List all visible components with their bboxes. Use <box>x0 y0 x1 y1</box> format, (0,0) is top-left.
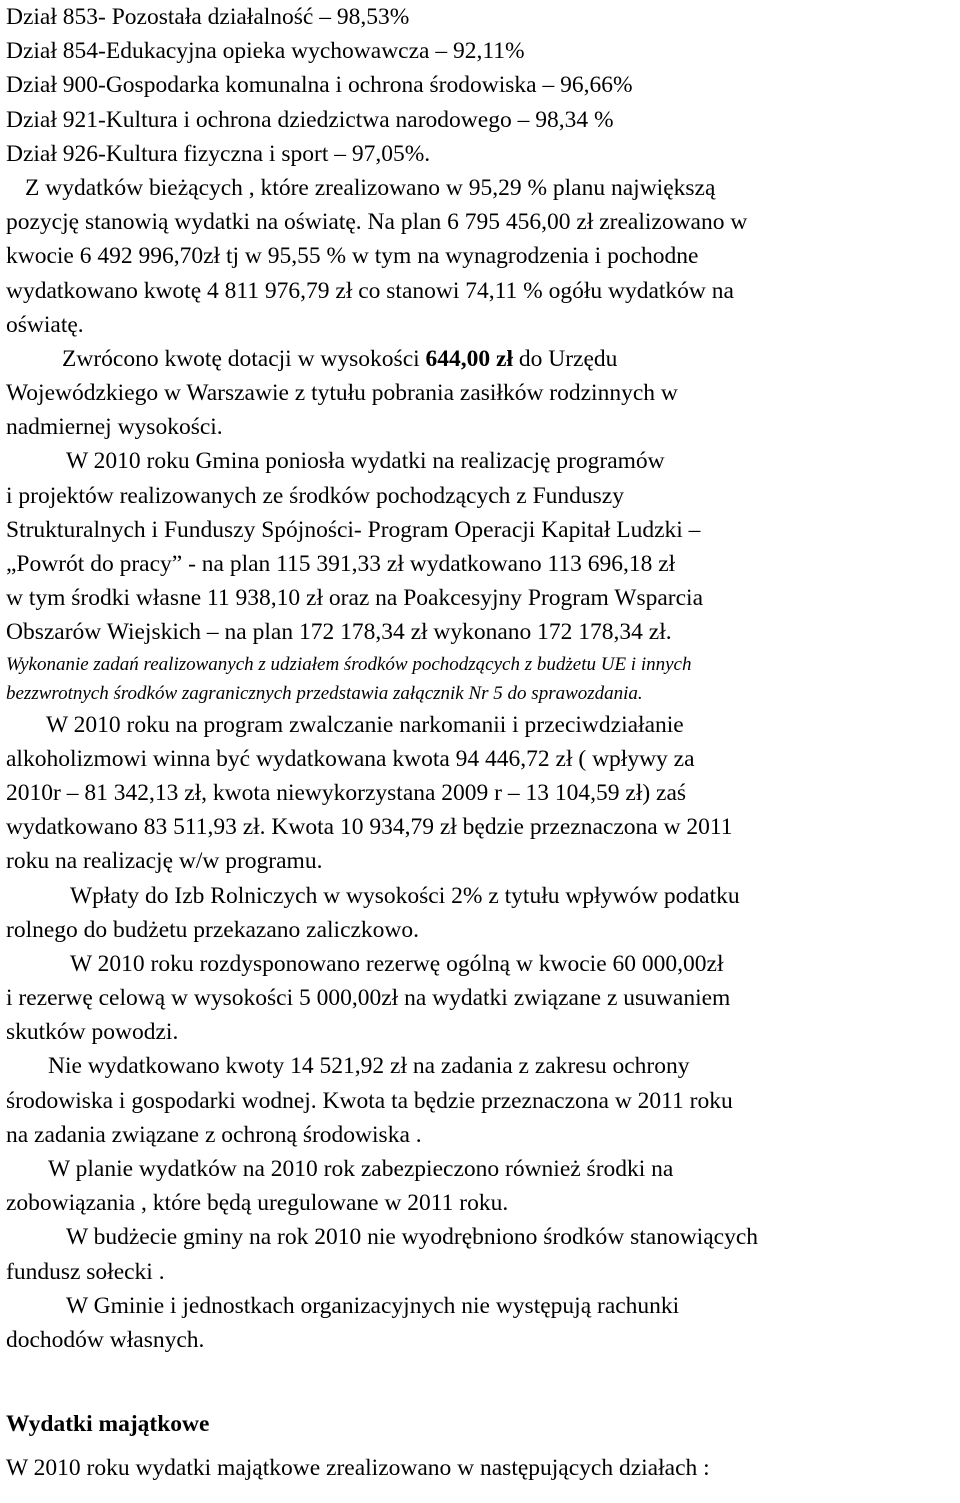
text-line: Obszarów Wiejskich – na plan 172 178,34 zł wykonano 172 178,34 zł. <box>6 619 672 646</box>
text-line: „Powrót do pracy” - na plan 115 391,33 zł wydatkowano 113 696,18 zł <box>6 551 676 577</box>
text-line: W 2010 roku wydatki majątkowe zrealizowano w następujących działach : <box>6 1455 710 1482</box>
text-line: oświatę. <box>6 311 84 338</box>
document-page <box>6 0 956 1486</box>
text-line: Strukturalnych i Funduszy Spójności- Program Operacji Kapitał Ludzki – <box>6 516 701 543</box>
text-line: W 2010 roku na program zwalczanie narkomanii i przeciwdziałanie <box>46 711 684 738</box>
text-line: kwocie 6 492 996,70zł tj w 95,55 % w tym na wynagrodzenia i pochodne <box>6 243 699 270</box>
text-line: wydatkowano 83 511,93 zł. Kwota 10 934,79 zł będzie przeznaczona w 2011 <box>6 814 733 841</box>
spacer <box>6 1357 956 1407</box>
text-line: rolnego do budżetu przekazano zaliczkowo. <box>6 916 420 943</box>
italic-note-line: bezzwrotnych środków zagranicznych przedstawia załącznik Nr 5 do sprawozdania. <box>6 682 643 704</box>
text-line <box>6 342 956 376</box>
text-line: alkoholizmowi winna być wydatkowana kwota 94 446,72 zł ( wpływy za <box>6 745 695 772</box>
text-line: Dział 854-Edukacyjna opieka wychowawcza – 92,11% <box>6 38 525 65</box>
text-line: Z wydatków bieżących , które zrealizowano w 95,29 % planu największą <box>25 174 716 201</box>
text-line: Nie wydatkowano kwoty 14 521,92 zł na zadania z zakresu ochrony <box>48 1053 690 1080</box>
text-fragment: Zwrócono kwotę dotacji w wysokości <box>62 345 426 372</box>
text-line: nadmiernej wysokości. <box>6 414 223 441</box>
section-heading: Wydatki majątkowe <box>6 1411 210 1438</box>
text-line: fundusz sołecki . <box>6 1258 165 1285</box>
text-fragment: do Urzędu <box>513 345 618 372</box>
text-line: Wojewódzkiego w Warszawie z tytułu pobrania zasiłków rodzinnych w <box>6 380 678 407</box>
bold-amount: 644,00 zł <box>425 345 513 372</box>
text-line: Wpłaty do Izb Rolniczych w wysokości 2% z tytułu wpływów podatku <box>70 882 740 909</box>
spacer <box>6 1441 956 1451</box>
text-line: W Gminie i jednostkach organizacyjnych nie występują rachunki <box>66 1292 680 1319</box>
text-line: środowiska i gospodarki wodnej. Kwota ta będzie przeznaczona w 2011 roku <box>6 1087 733 1114</box>
text-line: i rezerwę celową w wysokości 5 000,00zł na wydatki związane z usuwaniem <box>6 985 731 1012</box>
text-line: i projektów realizowanych ze środków pochodzących z Funduszy <box>6 482 624 509</box>
text-line: zobowiązania , które będą uregulowane w 2011 roku. <box>6 1190 509 1217</box>
text-line: W 2010 roku rozdysponowano rezerwę ogólną w kwocie 60 000,00zł <box>70 950 724 977</box>
text-line: w tym środki własne 11 938,10 zł oraz na Poakcesyjny Program Wsparcia <box>6 585 704 612</box>
text-line: Dział 921-Kultura i ochrona dziedzictwa narodowego – 98,34 % <box>6 106 614 133</box>
text-line: dochodów własnych. <box>6 1326 205 1353</box>
text-line: na zadania związane z ochroną środowiska . <box>6 1121 422 1148</box>
text-line: W 2010 roku Gmina poniosła wydatki na realizację programów <box>66 448 665 475</box>
text-line: W planie wydatków na 2010 rok zabezpieczono również środki na <box>48 1156 674 1182</box>
italic-note-line: Wykonanie zadań realizowanych z udziałem środków pochodzących z budżetu UE i innych <box>6 653 692 675</box>
text-line: wydatkowano kwotę 4 811 976,79 zł co stanowi 74,11 % ogółu wydatków na <box>6 277 734 304</box>
text-line: Dział 900-Gospodarka komunalna i ochrona środowiska – 96,66% <box>6 72 633 99</box>
text-line: skutków powodzi. <box>6 1019 179 1046</box>
text-line: W budżecie gminy na rok 2010 nie wyodrębniono środków stanowiących <box>66 1224 758 1251</box>
text-line: pozycję stanowią wydatki na oświatę. Na plan 6 795 456,00 zł zrealizowano w <box>6 209 748 236</box>
text-line: 2010r – 81 342,13 zł, kwota niewykorzystana 2009 r – 13 104,59 zł) zaś <box>6 779 687 806</box>
text-line: Dział 853- Pozostała działalność – 98,53% <box>6 4 410 30</box>
text-line: roku na realizację w/w programu. <box>6 848 323 875</box>
text-line: Dział 926-Kultura fizyczna i sport – 97,05%. <box>6 140 431 167</box>
